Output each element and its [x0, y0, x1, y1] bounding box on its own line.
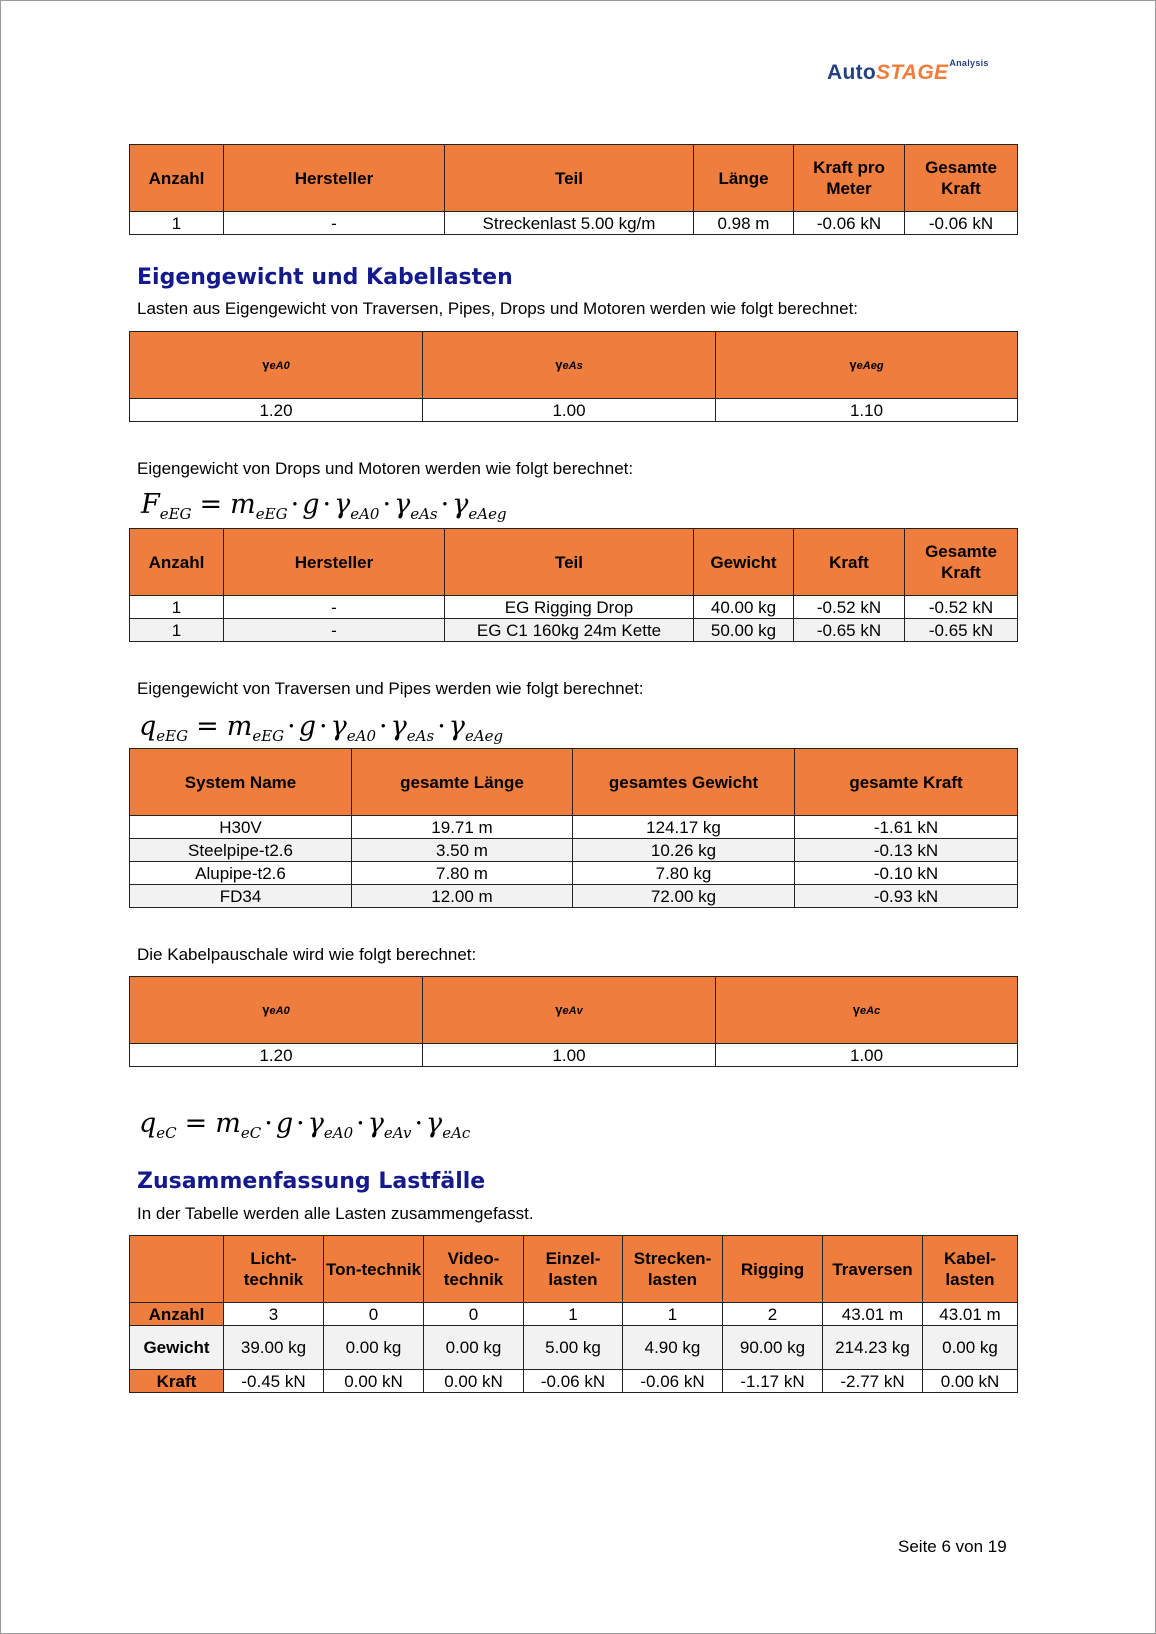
- table-row: [130, 212, 1018, 235]
- table-row: [130, 816, 1018, 839]
- table-cell: 5.00 kg: [524, 1326, 623, 1370]
- table-cell: 7.80 m: [352, 862, 573, 885]
- page-number: Seite 6 von 19: [898, 1537, 1007, 1556]
- gamma-header: γeAeg: [716, 332, 1018, 399]
- logo-auto: Auto: [827, 61, 877, 84]
- section-title-summary: Zusammenfassung Lastfälle: [137, 1169, 486, 1194]
- table-cell: 1.00: [423, 1044, 716, 1067]
- system-table: [129, 748, 1018, 908]
- table-cell: -: [224, 619, 445, 642]
- autostage-logo: [827, 58, 989, 85]
- col-header: Hersteller: [224, 145, 445, 212]
- table-row: [130, 839, 1018, 862]
- table-cell: 124.17 kg: [573, 816, 795, 839]
- formula-kabel: $q_{eC} = m_{eC} \cdot g \cdot \gamma_{eA0} \cdot \gamma_{eAv} \cdot \gamma_{eAc}$: [139, 1108, 471, 1142]
- table-cell: -0.65 kN: [905, 619, 1018, 642]
- table-cell: -0.52 kN: [794, 596, 905, 619]
- col-header: Teil: [445, 145, 694, 212]
- col-header: Einzel-lasten: [524, 1236, 623, 1303]
- table-cell: -0.13 kN: [795, 839, 1018, 862]
- table-cell: Alupipe-t2.6: [130, 862, 352, 885]
- table-cell: 19.71 m: [352, 816, 573, 839]
- col-header: Traversen: [823, 1236, 923, 1303]
- table-cell: 0.00 kN: [424, 1370, 524, 1393]
- table-cell: 0: [324, 1303, 424, 1326]
- table-cell: 1.00: [716, 1044, 1018, 1067]
- table-cell: 0.00 kN: [923, 1370, 1018, 1393]
- table-cell: -0.10 kN: [795, 862, 1018, 885]
- table-cell: 40.00 kg: [694, 596, 794, 619]
- gamma-header: γeA0: [130, 332, 423, 399]
- drops-text: Eigengewicht von Drops und Motoren werden wie folgt berechnet:: [137, 459, 634, 478]
- table-cell: 90.00 kg: [723, 1326, 823, 1370]
- table-cell: EG Rigging Drop: [445, 596, 694, 619]
- table-cell: 3.50 m: [352, 839, 573, 862]
- col-header: Licht-technik: [224, 1236, 324, 1303]
- table-row: [130, 1303, 1018, 1326]
- table-row: [130, 1370, 1018, 1393]
- table-cell: Steelpipe-t2.6: [130, 839, 352, 862]
- col-header: System Name: [130, 749, 352, 816]
- logo-stage: STAGE: [876, 61, 949, 84]
- eigengewicht-intro: Lasten aus Eigengewicht von Traversen, Pipes, Drops und Motoren werden wie folgt berechnet:: [137, 299, 859, 318]
- col-header: Hersteller: [224, 529, 445, 596]
- table-cell: 39.00 kg: [224, 1326, 324, 1370]
- table-cell: -: [224, 212, 445, 235]
- table-cell: 10.26 kg: [573, 839, 795, 862]
- table-cell: 1: [524, 1303, 623, 1326]
- table-row: [130, 1044, 1018, 1067]
- table-cell: 1.20: [130, 399, 423, 422]
- table-cell: 4.90 kg: [623, 1326, 723, 1370]
- table-cell: -0.65 kN: [794, 619, 905, 642]
- col-header: gesamtes Gewicht: [573, 749, 795, 816]
- summary-table: [129, 1235, 1018, 1393]
- row-header: Kraft: [130, 1370, 224, 1393]
- table-cell: -0.45 kN: [224, 1370, 324, 1393]
- col-header: Kraft: [794, 529, 905, 596]
- traversen-text: Eigengewicht von Traversen und Pipes werden wie folgt berechnet:: [137, 679, 644, 698]
- table-cell: -0.06 kN: [524, 1370, 623, 1393]
- table-row: [130, 1326, 1018, 1370]
- gamma-header: γeAs: [423, 332, 716, 399]
- table-cell: -: [224, 596, 445, 619]
- col-header: Strecken-lasten: [623, 1236, 723, 1303]
- table-cell: -2.77 kN: [823, 1370, 923, 1393]
- col-header: Rigging: [723, 1236, 823, 1303]
- drops-table: [129, 528, 1018, 642]
- col-header: [130, 1236, 224, 1303]
- col-header: Kraft pro Meter: [794, 145, 905, 212]
- table-row: [130, 885, 1018, 908]
- table-cell: FD34: [130, 885, 352, 908]
- table-cell: H30V: [130, 816, 352, 839]
- col-header: Gesamte Kraft: [905, 145, 1018, 212]
- table-cell: 7.80 kg: [573, 862, 795, 885]
- table-cell: 1: [130, 619, 224, 642]
- table-cell: 12.00 m: [352, 885, 573, 908]
- col-header: gesamte Kraft: [795, 749, 1018, 816]
- logo-analysis: Analysis: [949, 58, 989, 68]
- col-header: gesamte Länge: [352, 749, 573, 816]
- table-row: [130, 619, 1018, 642]
- table-cell: -0.06 kN: [905, 212, 1018, 235]
- table-cell: -1.61 kN: [795, 816, 1018, 839]
- table-cell: 1: [130, 596, 224, 619]
- table-cell: 72.00 kg: [573, 885, 795, 908]
- table-cell: 0.00 kg: [923, 1326, 1018, 1370]
- table-cell: 50.00 kg: [694, 619, 794, 642]
- table-cell: 1.00: [423, 399, 716, 422]
- col-header: Ton-technik: [324, 1236, 424, 1303]
- col-header: Teil: [445, 529, 694, 596]
- table-cell: 0.98 m: [694, 212, 794, 235]
- table-cell: 0: [424, 1303, 524, 1326]
- table-cell: 1.10: [716, 399, 1018, 422]
- row-header: Gewicht: [130, 1326, 224, 1370]
- table-cell: 2: [723, 1303, 823, 1326]
- table-cell: EG C1 160kg 24m Kette: [445, 619, 694, 642]
- factor-table-1: [129, 331, 1018, 422]
- table-cell: -0.52 kN: [905, 596, 1018, 619]
- table-cell: 214.23 kg: [823, 1326, 923, 1370]
- table-row: [130, 862, 1018, 885]
- streckenlast-table: [129, 144, 1018, 235]
- col-header: Kabel-lasten: [923, 1236, 1018, 1303]
- table-cell: 0.00 kN: [324, 1370, 424, 1393]
- gamma-header: γeAv: [423, 977, 716, 1044]
- col-header: Anzahl: [130, 145, 224, 212]
- table-cell: 0.00 kg: [324, 1326, 424, 1370]
- gamma-header: γeA0: [130, 977, 423, 1044]
- factor-table-2: [129, 976, 1018, 1067]
- summary-intro: In der Tabelle werden alle Lasten zusammengefasst.: [137, 1204, 534, 1223]
- kabel-text: Die Kabelpauschale wird wie folgt berechnet:: [137, 945, 477, 964]
- table-row: [130, 596, 1018, 619]
- col-header: Gewicht: [694, 529, 794, 596]
- gamma-header: γeAc: [716, 977, 1018, 1044]
- table-cell: -0.93 kN: [795, 885, 1018, 908]
- table-cell: Streckenlast 5.00 kg/m: [445, 212, 694, 235]
- col-header: Gesamte Kraft: [905, 529, 1018, 596]
- table-cell: -0.06 kN: [623, 1370, 723, 1393]
- table-cell: 43.01 m: [823, 1303, 923, 1326]
- col-header: Video-technik: [424, 1236, 524, 1303]
- table-cell: 1: [130, 212, 224, 235]
- table-cell: -0.06 kN: [794, 212, 905, 235]
- table-cell: -1.17 kN: [723, 1370, 823, 1393]
- col-header: Anzahl: [130, 529, 224, 596]
- table-cell: 1.20: [130, 1044, 423, 1067]
- section-title-eigengewicht: Eigengewicht und Kabellasten: [137, 265, 513, 290]
- col-header: Länge: [694, 145, 794, 212]
- table-cell: 1: [623, 1303, 723, 1326]
- formula-drops: $F_{eEG} = m_{eEG} \cdot g \cdot \gamma_{eA0} \cdot \gamma_{eAs} \cdot \gamma_{eAeg}$: [141, 489, 507, 523]
- table-row: [130, 399, 1018, 422]
- table-cell: 43.01 m: [923, 1303, 1018, 1326]
- row-header: Anzahl: [130, 1303, 224, 1326]
- formula-traversen: $q_{eEG} = m_{eEG} \cdot g \cdot \gamma_{eA0} \cdot \gamma_{eAs} \cdot \gamma_{eAeg}$: [139, 711, 504, 745]
- table-cell: 3: [224, 1303, 324, 1326]
- table-cell: 0.00 kg: [424, 1326, 524, 1370]
